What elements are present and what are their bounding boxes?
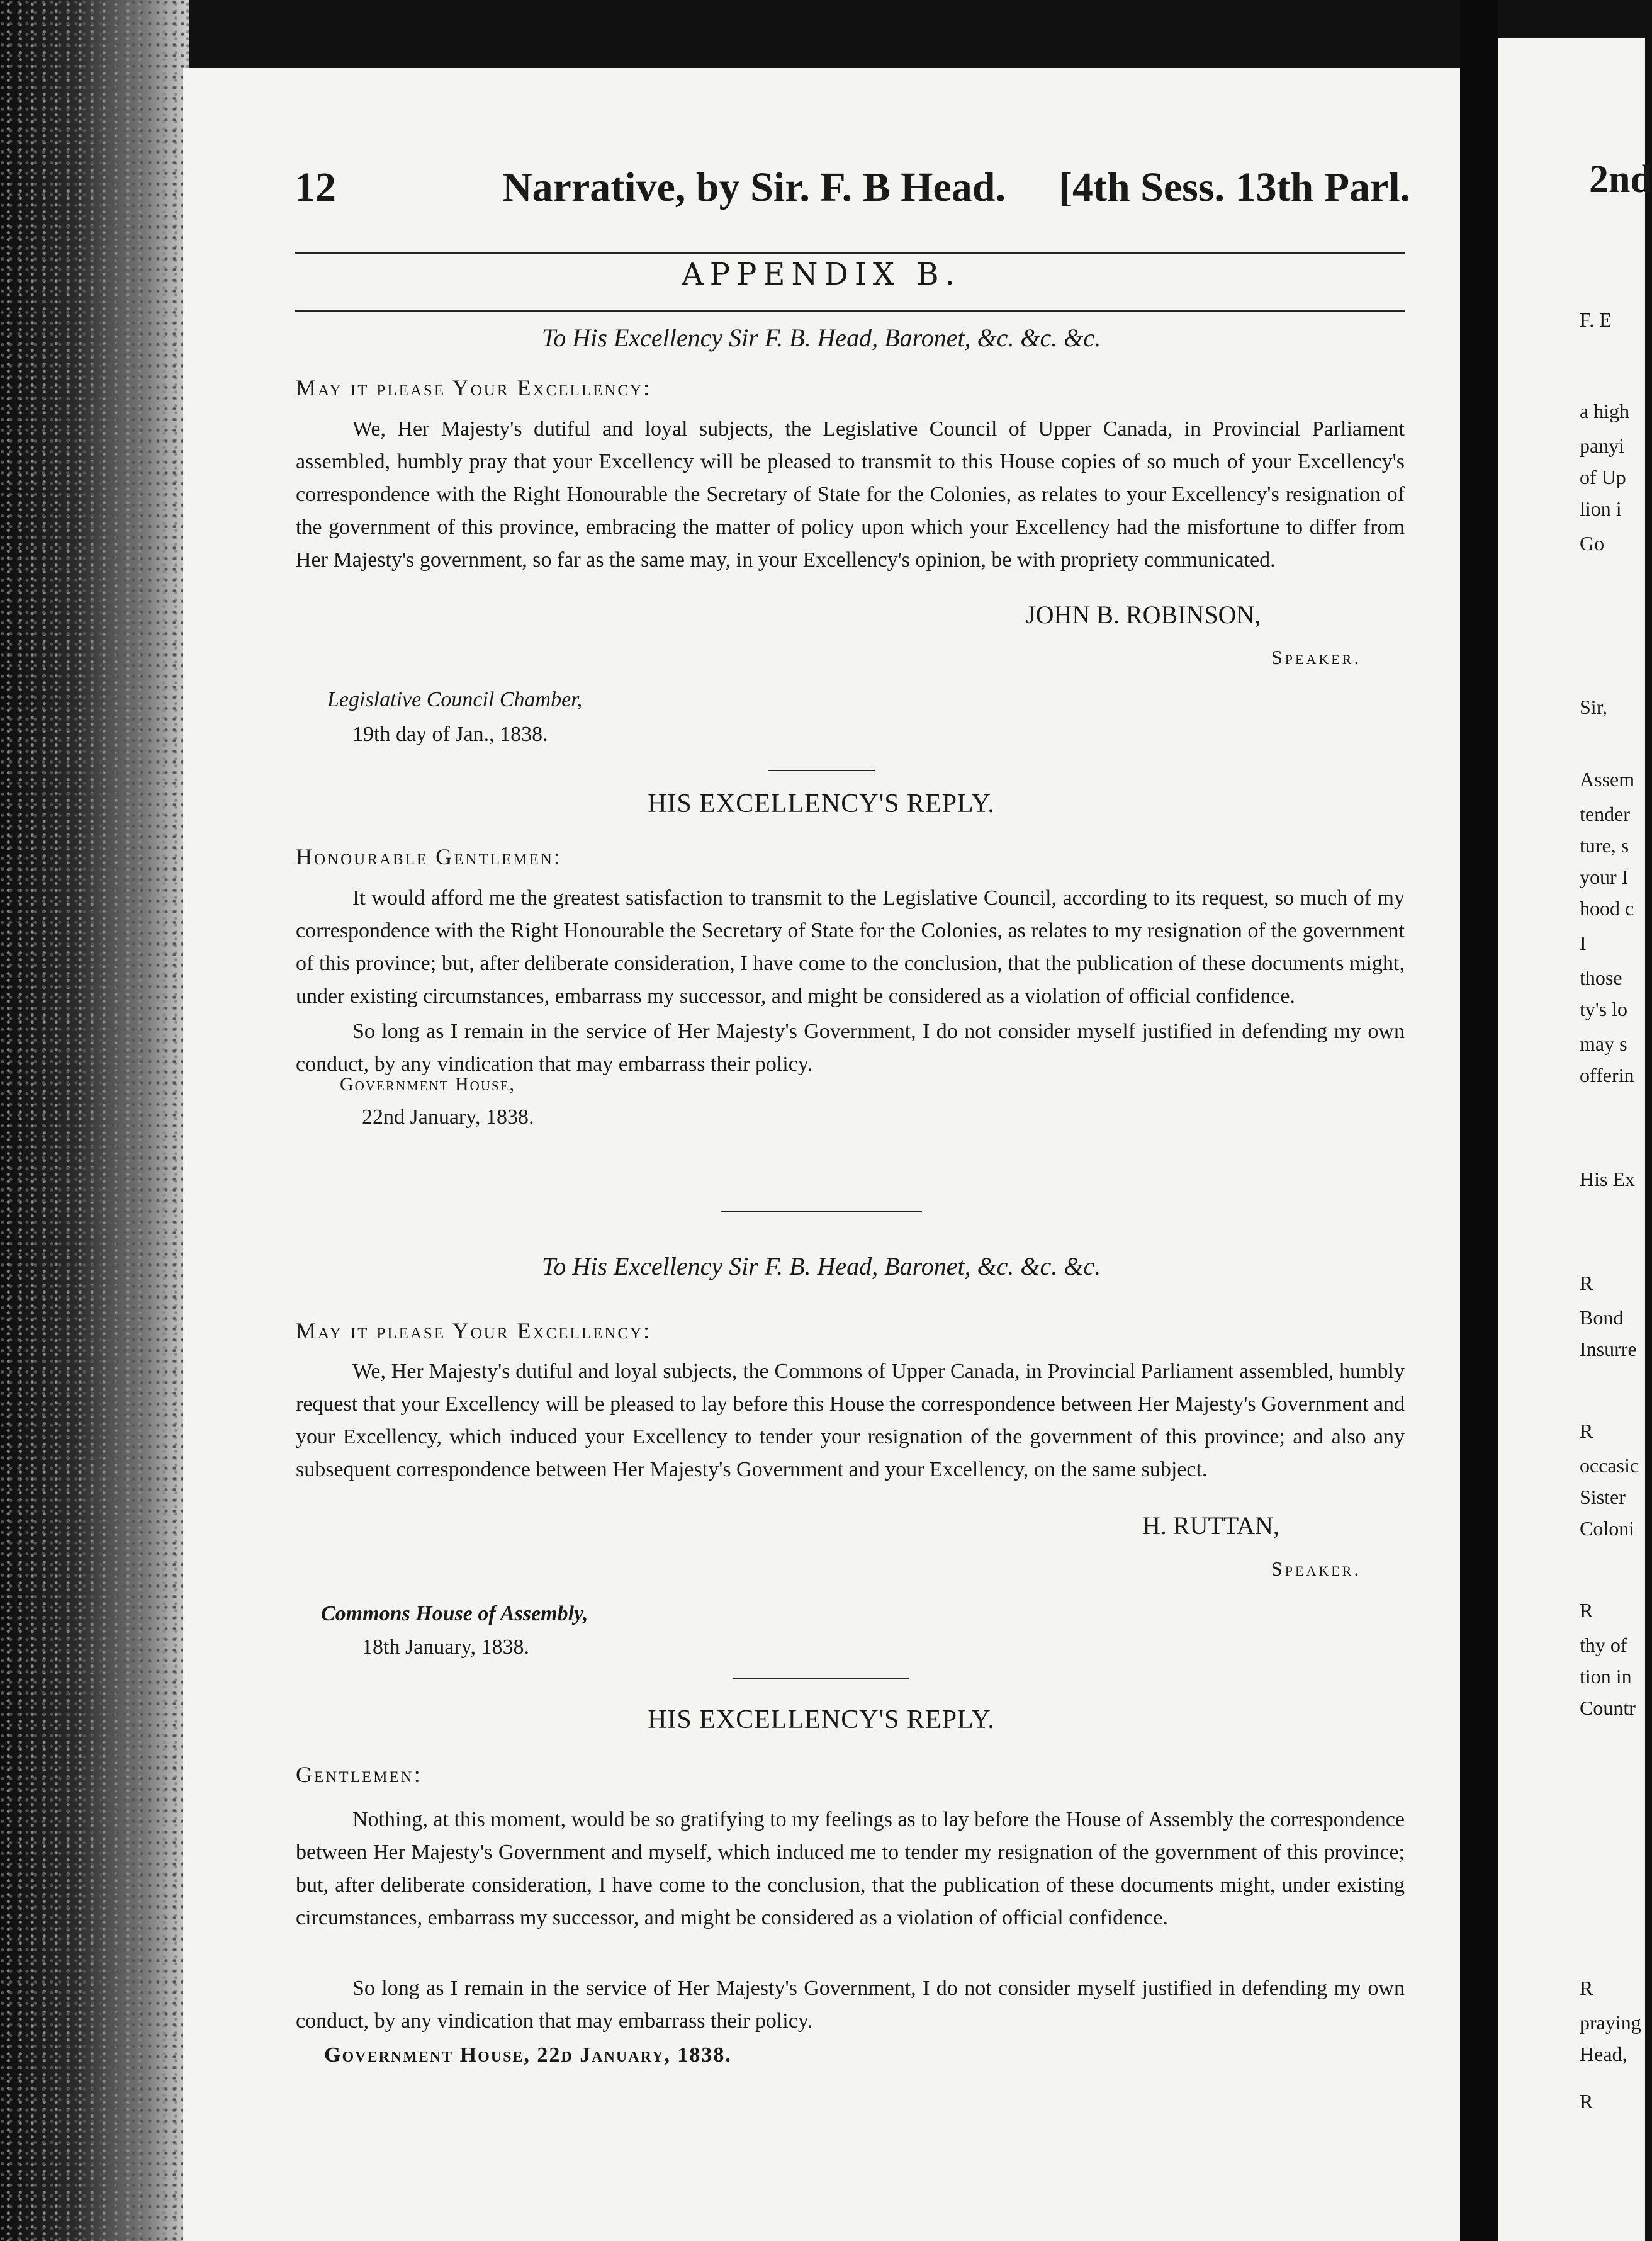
right-page-fragment: Coloni: [1580, 1517, 1635, 1540]
page-gutter: [1460, 0, 1498, 2241]
right-page-fragment: Assem: [1580, 768, 1635, 791]
date-1: 19th day of Jan., 1838.: [352, 723, 548, 746]
right-page-fragment: of Up: [1580, 466, 1626, 488]
speaker-title-1: Speaker.: [1271, 646, 1362, 669]
address-body-2-text: We, Her Majesty's dutiful and loyal subjects, the Commons of Upper Canada, in Provincial Parliament assembled, humbly request that your Excellency will be pleased to lay before this House the correspondence between Her Majesty's Government and your Excellency, which induced your Excellency to tender your resignation of the government of this province; and also any subsequent correspondence between Her Majesty's Government and your Excellency, on the same subject.: [296, 1360, 1405, 1481]
right-page-fragment: R: [1580, 1599, 1593, 1622]
right-page-fragment: Sister: [1580, 1486, 1626, 1508]
right-page-fragment: R: [1580, 2090, 1593, 2113]
right-page-fragment: Bond: [1580, 1306, 1624, 1329]
section-divider-1: [768, 770, 875, 771]
address-body-2: [296, 1355, 1405, 1486]
reply-body-1b-text: So long as I remain in the service of Her Majesty's Government, I do not consider myself justified in defending my own conduct, by any vindication that may embarrass their policy.: [296, 1020, 1405, 1076]
reply-body-1b: [296, 1015, 1405, 1081]
appendix-rule: [295, 310, 1405, 312]
right-page-fragment: may s: [1580, 1032, 1627, 1055]
page-number: 12: [295, 164, 336, 210]
speaker-title-2: Speaker.: [1271, 1557, 1362, 1580]
right-page-fragment: occasic: [1580, 1454, 1639, 1477]
signatory-1: JOHN B. ROBINSON,: [1026, 601, 1261, 629]
right-page-fragment: Sir,: [1580, 696, 1608, 718]
reply-heading-2: HIS EXCELLENCY'S REPLY.: [648, 1705, 995, 1734]
reply-place-1: Government House,: [340, 1074, 515, 1095]
right-page-fragment: R: [1580, 1977, 1593, 1999]
right-page-fragment: praying: [1580, 2011, 1641, 2034]
right-page-fragment: Head,: [1580, 2043, 1627, 2065]
right-page-fragment: His Ex: [1580, 1168, 1635, 1190]
right-page-fragment: Insurre: [1580, 1338, 1637, 1360]
reply-heading-1: HIS EXCELLENCY'S REPLY.: [648, 789, 995, 818]
right-page-fragment: R: [1580, 1420, 1593, 1442]
right-page-fragment: tender: [1580, 803, 1630, 825]
reply-body-2a: [296, 1804, 1405, 1934]
reply-body-2a-text: Nothing, at this moment, would be so gratifying to my feelings as to lay before the House of Assembly the correspondence between Her Majesty's Government and myself, which induced me to tender my resignation of the government of this province; but, after deliberate consideration, I have come to the conclusion, that the publication of these documents might, under existing circumstances, embarrass my successor, and might be considered as a violation of official confidence.: [296, 1808, 1405, 1929]
reply-footer-2: Government House, 22d January, 1838.: [324, 2043, 732, 2067]
right-page-fragment: a high: [1580, 400, 1630, 422]
section-divider-3: [733, 1678, 909, 1679]
right-page-fragment: R: [1580, 1272, 1593, 1294]
right-page-fragment: those: [1580, 966, 1622, 989]
running-session: [4th Sess. 13th Parl.: [1059, 164, 1411, 210]
address-body-1: [296, 413, 1405, 577]
salutation-1: May it please Your Excellency:: [296, 375, 652, 400]
address-body-1-text: We, Her Majesty's dutiful and loyal subjects, the Legislative Council of Upper Canada, in Provincial Parliament assembled, humbly pray that your Excellency will be pleased to transmit to this House copies of so much of your Excellency's correspondence with the Right Honourable the Secretary of State for the Colonies, as relates to your Excellency's resignation of the government of this province, embracing the matter of policy upon which your Excellency had the misfortune to differ from Her Majesty's government, so far as the same may, in your Excellency's opinion, be with propriety communicated.: [296, 417, 1405, 572]
right-page-fragment: ture, s: [1580, 834, 1629, 857]
address-heading-1: To His Excellency Sir F. B. Head, Baronet, &c. &c. &c.: [541, 324, 1101, 352]
section-divider-2: [721, 1211, 922, 1212]
place-1: Legislative Council Chamber,: [327, 688, 583, 711]
page-left: [183, 68, 1460, 2241]
reply-body-2b-text: So long as I remain in the service of Her Majesty's Government, I do not consider myself justified in defending my own conduct, by any vindication that may embarrass their policy.: [296, 1977, 1405, 2033]
running-title: Narrative, by Sir. F. B Head.: [502, 164, 1006, 210]
right-page-fragment: hood c: [1580, 897, 1634, 920]
right-page-fragment: 2nd: [1589, 158, 1652, 201]
right-page-fragment: thy of: [1580, 1634, 1627, 1656]
header-rule: [295, 252, 1405, 254]
appendix-title: APPENDIX B.: [682, 257, 961, 292]
reply-date-1: 22nd January, 1838.: [362, 1105, 534, 1129]
place-2: Commons House of Assembly,: [321, 1602, 588, 1625]
signatory-2: H. RUTTAN,: [1142, 1511, 1279, 1540]
page-right-fragment: [1498, 38, 1652, 2241]
date-2: 18th January, 1838.: [362, 1635, 529, 1659]
reply-body-1a-text: It would afford me the greatest satisfaction to transmit to the Legislative Council, according to its request, so much of my correspondence with the Right Honourable the Secretary of State for the Colonies, as relates to my resignation of the government of this province; but, after deliberate consideration, I have come to the conclusion, that the publication of these documents might, under existing circumstances, embarrass my successor, and might be considered as a violation of official confidence.: [296, 886, 1405, 1008]
right-page-fragment: offerin: [1580, 1064, 1634, 1087]
reply-body-2b: [296, 1972, 1405, 2038]
right-page-fragment: ty's lo: [1580, 998, 1627, 1020]
right-page-fragment: Go: [1580, 532, 1605, 555]
right-page-fragment: Countr: [1580, 1696, 1636, 1719]
right-page-fragment: F. E: [1580, 308, 1612, 331]
reply-salutation-1: Honourable Gentlemen:: [296, 844, 562, 869]
right-page-fragment: lion i: [1580, 497, 1622, 520]
right-page-fragment: tion in: [1580, 1665, 1632, 1688]
salutation-2: May it please Your Excellency:: [296, 1318, 652, 1343]
right-page-fragment: panyi: [1580, 434, 1625, 457]
right-page-fragment: I: [1580, 932, 1587, 954]
right-page-fragment: your I: [1580, 866, 1629, 888]
reply-body-1a: [296, 882, 1405, 1013]
address-heading-2: To His Excellency Sir F. B. Head, Baronet, &c. &c. &c.: [541, 1252, 1101, 1280]
reply-salutation-2: Gentlemen:: [296, 1762, 422, 1787]
book-binding-edge: [0, 0, 189, 2241]
